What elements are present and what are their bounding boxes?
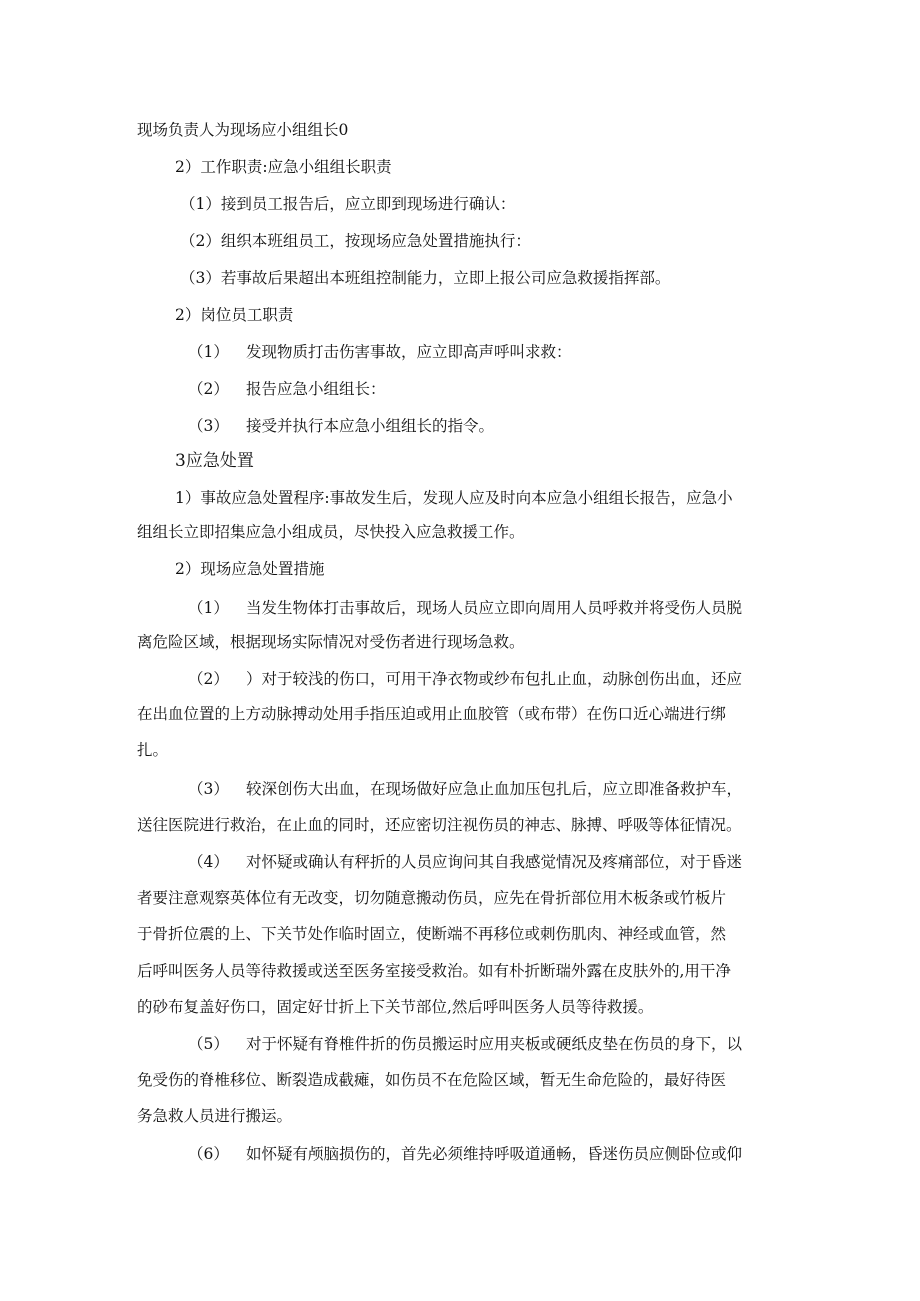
measure-4-line-3: 于骨折位震的上、下关节处作临时固立，使断端不再移位或刺伤肌肉、神经或血管，然 [137,925,727,943]
item-number: （1） [188,599,229,617]
item-text: ）对于较浅的伤口，可用干净衣物或纱布包扎止血，动脉创伤出血，还应 [246,670,743,688]
staff-heading: 2）岗位员工职责 [175,306,294,324]
measure-2-line-3: 扎。 [137,741,169,759]
measure-4-line-1 [188,852,742,872]
section-heading: 3应急处置 [175,451,254,471]
staff-item-2 [188,379,386,399]
measure-4-line-4: 后呼叫医务人员等待救援或送至医务室接受救治。如有朴折断瑞外露在皮肤外的,用干净 [137,962,731,980]
staff-item-1 [188,342,572,362]
intro-line: 现场负责人为现场应小组组长0 [137,121,349,139]
item-number: （6） [188,1145,229,1163]
duty-item-3: （3）若事故后果超出本班组控制能力，立即上报公司应急救援指挥部。 [180,269,671,287]
procedure-line-1: 1）事故应急处置程序:事故发生后，发现人应及时向本应急小组组长报告，应急小 [175,489,733,507]
measure-2-line-2: 在出血位置的上方动脉搏动处用手指压迫或用止血胶管（或布带）在伤口近心端进行绑 [137,705,727,723]
procedure-line-2: 组组长立即招集应急小组成员，尽快投入应急救援工作。 [137,523,525,541]
item-text: 对于怀疑有脊椎件折的伤员搬运时应用夹板或硬纸皮垫在伤员的身下，以 [246,1035,743,1053]
measure-1-line-1 [188,598,742,618]
item-number: （2） [188,380,229,398]
measure-3-line-2: 送往医院进行救治，在止血的同时，还应密切注视伤员的神志、脉搏、呼吸等体征情况。 [137,816,742,834]
duty-item-2: （2）组织本班组员工，按现场应急处置措施执行： [180,232,531,250]
measure-3-line-1 [188,779,742,799]
item-text: 较深创伤大出血，在现场做好应急止血加压包扎后，应立即准备救护车， [246,780,743,798]
measure-6-line-1 [188,1144,742,1164]
measure-4-line-5: 的砂布复盖好伤口，固定好廿折上下关节部位,然后呼叫医务人员等待救援。 [137,998,654,1016]
duty-item-1: （1）接到员工报告后，应立即到现场进行确认： [180,195,516,213]
item-text: 如怀疑有颅脑损伤的，首先必须维持呼吸道通畅，昏迷伤员应侧卧位或仰 [246,1145,743,1163]
staff-item-3 [188,416,494,436]
measure-5-line-3: 务急救人员进行搬运。 [137,1107,293,1125]
item-number: （1） [188,343,229,361]
item-number: （2） [188,670,229,688]
item-text: 报告应急小组组长： [246,380,386,398]
measures-heading: 2）现场应急处置措施 [175,560,325,578]
measure-5-line-1 [188,1034,742,1054]
item-number: （3） [188,780,229,798]
item-number: （4） [188,853,229,871]
duty-heading: 2）工作职责:应急小组组长职责 [175,158,392,176]
item-text: 接受并执行本应急小组组长的指令。 [246,417,495,435]
measure-4-line-2: 者要注意观察英体位有无改变，切勿随意搬动伤员，应先在骨折部位用木板条或竹板片 [137,889,727,907]
measure-5-line-2: 免受伤的脊椎移位、断裂造成截瘫，如伤员不在危险区域，暂无生命危险的，最好待医 [137,1071,727,1089]
item-number: （5） [188,1035,229,1053]
measure-1-line-2: 离危险区域，根据现场实际情况对受伤者进行现场急救。 [137,633,525,651]
item-text: 当发生物体打击事故后，现场人员应立即向周用人员呼救并将受伤人员脱 [246,599,743,617]
measure-2-line-1 [188,669,742,689]
item-text: 对怀疑或确认有秤折的人员应询问其自我感觉情况及疼痛部位，对于昏迷 [246,853,743,871]
item-number: （3） [188,417,229,435]
item-text: 发现物质打击伤害事故，应立即高声呼叫求救： [246,343,572,361]
